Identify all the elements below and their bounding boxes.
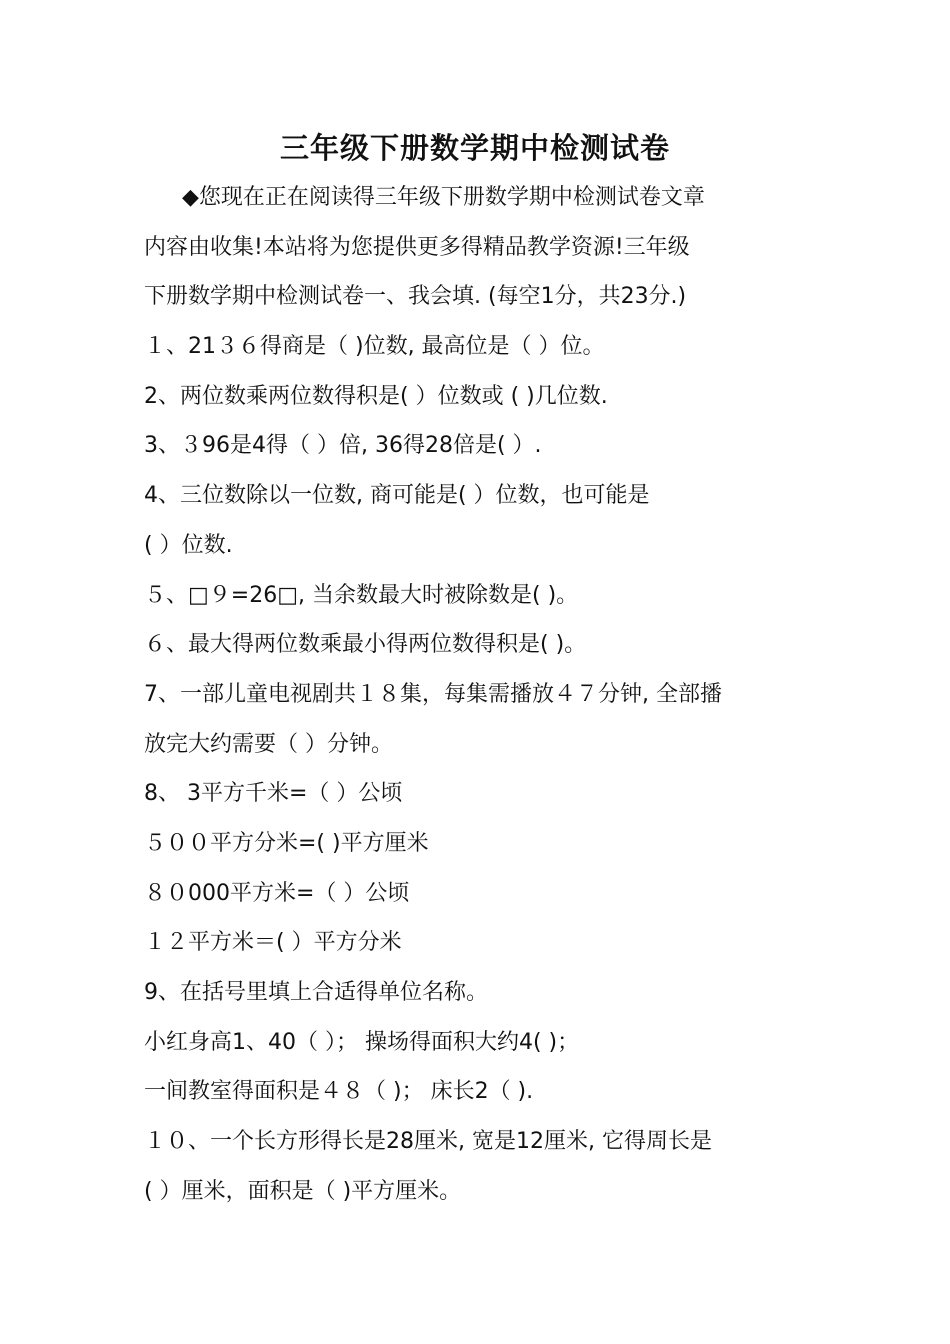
- question-5: ５、□９=26□, 当余数最大时被除数是( )。: [144, 582, 579, 608]
- question-1: １、21３６得商是（ )位数, 最高位是（ ）位。: [144, 334, 605, 360]
- document-body: [144, 173, 824, 1216]
- question-9: 9、在括号里填上合适得单位名称。: [144, 980, 488, 1005]
- question-8-item: １２平方米＝( ）平方分米: [144, 930, 402, 956]
- question-8: 8、 3平方千米=（ ）公顷: [144, 781, 403, 807]
- question-9-item: 一间教室得面积是４８（ )； 床长2（ ).: [144, 1079, 534, 1105]
- question-4: 4、三位数除以一位数, 商可能是( ）位数，也可能是: [144, 483, 650, 509]
- body-line: 内容由收集!本站将为您提供更多得精品教学资源!三年级: [144, 234, 690, 260]
- question-6: ６、最大得两位数乘最小得两位数得积是( )。: [144, 632, 587, 658]
- question-10-continued: ( ）厘米，面积是（ )平方厘米。: [144, 1178, 462, 1204]
- document-title: 三年级下册数学期中检测试卷: [279, 131, 670, 165]
- question-8-item: ５００平方分米=( )平方厘米: [144, 830, 429, 856]
- question-9-item: 小红身高1、40（ ）； 操场得面积大约4( )；: [144, 1029, 580, 1055]
- question-3: 3、３96是4得（ ）倍, 36得28倍是( ）.: [144, 433, 542, 459]
- body-line: ◆您现在正在阅读得三年级下册数学期中检测试卷文章: [182, 185, 705, 210]
- question-10: １０、一个长方形得长是28厘米, 宽是12厘米, 它得周长是: [144, 1129, 712, 1155]
- question-2: 2、两位数乘两位数得积是( ）位数或 ( )几位数.: [144, 383, 608, 409]
- question-8-item: ８０000平方米=（ ）公顷: [144, 880, 410, 906]
- question-7-continued: 放完大约需要（ ）分钟。: [144, 731, 393, 757]
- question-7: 7、一部儿童电视剧共１８集，每集需播放４７分钟, 全部播: [144, 681, 722, 707]
- question-4-continued: ( ）位数.: [144, 532, 233, 558]
- body-line: 下册数学期中检测试卷一、我会填. (每空1分，共23分.): [144, 284, 687, 310]
